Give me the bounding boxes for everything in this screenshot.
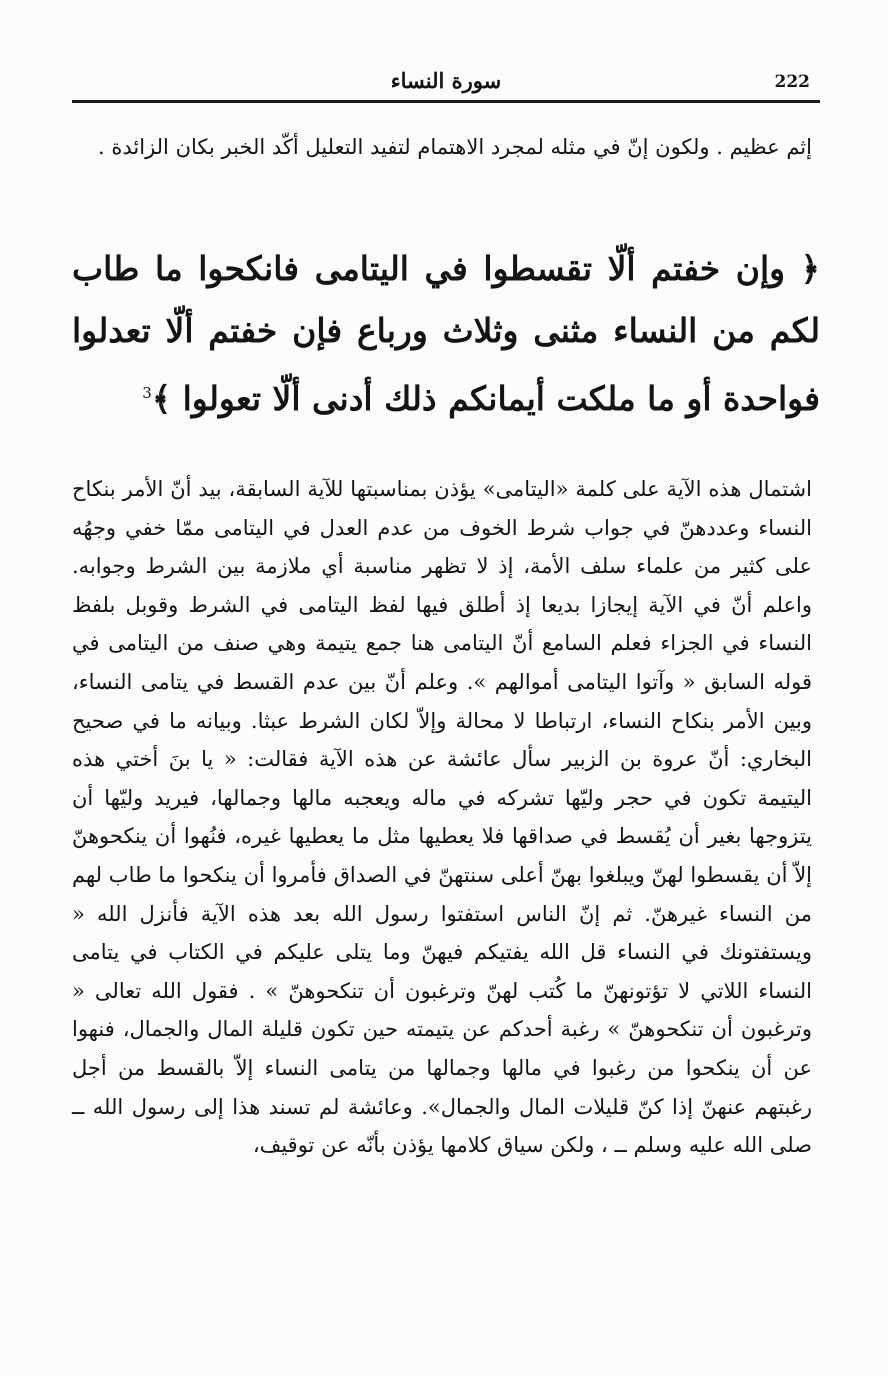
- verse-footnote-marker: 3: [142, 384, 152, 402]
- opening-paragraph: [72, 128, 812, 167]
- commentary-paragraph: [72, 470, 812, 1165]
- page-number: 222: [774, 72, 810, 92]
- verse-text: ﴿ وإن خفتم ألّا تقسطوا في اليتامى فانكحوا ما طاب لكم من النساء مثنى وثلاث ورباع فإن خفتم ألّا تعدلوا فواحدة أو ما ملكت أيمانكم ذلك أدنى ألّا تعولوا ﴾: [72, 249, 820, 418]
- opening-paragraph-text: إثم عظيم . ولكون إنّ في مثله لمجرد الاهتمام لتفيد التعليل أكّد الخبر بكان الزائدة .: [98, 135, 812, 159]
- header-rule: [72, 100, 820, 103]
- quran-verse: [72, 238, 820, 430]
- running-title: سورة النساء: [390, 68, 502, 93]
- commentary-text: اشتمال هذه الآية على كلمة «اليتامى» يؤذن بمناسبتها للآية السابقة، بيد أنّ الأمر بنكاح النساء وعددهنّ في جواب شرط الخوف من عدم العدل في اليتامى ممّا خفي وجهُه على كثير من علماء سلف الأمة، إذ لا تظهر مناسبة أي ملازمة بين الشرط وجوابه. واعلم أنّ في الآية إيجازا بديعا إذ أطلق فيها لفظ اليتامى في الشرط وقوبل بلفظ النساء في الجزاء فعلم السامع أنّ اليتامى هنا جمع يتيمة وهي صنف من اليتامى في قوله السابق « وآتوا اليتامى أموالهم ». وعلم أنّ بين عدم القسط في يتامى النساء، وبين الأمر بنكاح النساء، ارتباطا لا محالة وإلاّ لكان الشرط عبثا. وبيانه ما في صحيح البخاري: أنّ عروة بن الزبير سأل عائشة عن هذه الآية فقالت: « يا بنَ أختي هذه اليتيمة تكون في حجر وليّها تشركه في ماله ويعجبه مالها وجمالها، فيريد وليّها أن يتزوجها بغير أن يُقسط في صداقها فلا يعطيها مثل ما يعطيها غيره، فنُهوا أن ينكحوهنّ إلاّ أن يقسطوا لهنّ ويبلغوا بهنّ أعلى سنتهنّ في الصداق فأمروا أن ينكحوا ما طاب لهم من النساء غيرهنّ. ثم إنّ الناس استفتوا رسول الله بعد هذه الآية فأنزل الله « ويستفتونك في النساء قل الله يفتيكم فيهنّ وما يتلى عليكم في الكتاب في يتامى النساء اللاتي لا تؤتونهنّ ما كُتب لهنّ وترغبون أن تنكحوهنّ » . فقول الله تعالى « وترغبون أن تنكحوهنّ » رغبة أحدكم عن يتيمته حين تكون قليلة المال والجمال، فنهوا عن أن ينكحوا من رغبوا في مالها وجمالها من يتامى النساء إلاّ بالقسط من أجل رغبتهم عنهنّ إذا كنّ قليلات المال والجمال». وعائشة لم تسند هذا إلى رسول الله ــ صلى الله عليه وسلم ــ ، ولكن سياق كلامها يؤذن بأنّه عن توقيف،: [72, 477, 812, 1158]
- page-header: [72, 62, 820, 102]
